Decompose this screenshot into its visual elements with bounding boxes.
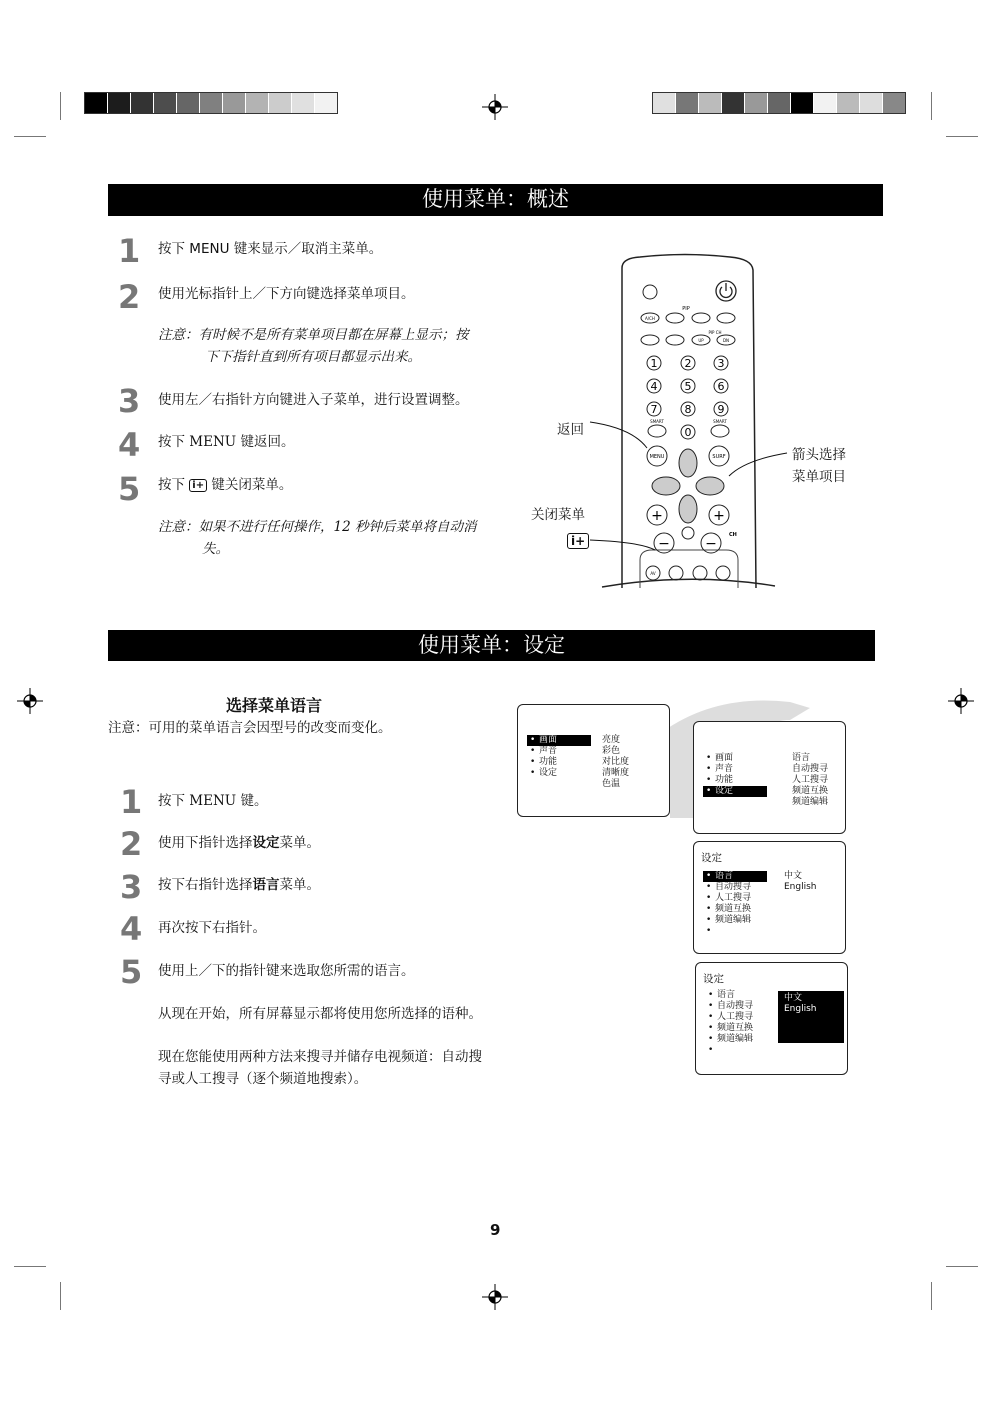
osd-item: • 声音 <box>527 746 591 757</box>
osd-item: • 人工搜寻 <box>705 1012 769 1023</box>
osd-item: • 自动搜寻 <box>703 882 767 893</box>
osd-item: • 功能 <box>527 757 591 768</box>
svg-text:DN: DN <box>722 338 730 343</box>
step-number: 3 <box>118 382 141 420</box>
color-strip-right <box>652 92 906 114</box>
svg-text:SMART: SMART <box>650 419 664 424</box>
osd-subitem: 对比度 <box>602 757 630 767</box>
pip-label: PIP <box>682 306 690 312</box>
svg-text:UP: UP <box>698 338 704 343</box>
step-number: 2 <box>120 825 143 863</box>
osd-subitem: 亮度 <box>602 735 621 745</box>
svg-text:−: − <box>658 536 670 552</box>
svg-text:PIP CH: PIP CH <box>708 330 722 335</box>
osd-subitem: 语言 <box>792 753 811 763</box>
osd-item: • 语言 <box>705 990 769 1001</box>
info-plus-icon: i+ <box>567 531 589 550</box>
remote-control <box>540 250 790 605</box>
step-text: 使用光标指针上／下方向键选择菜单项目。 <box>158 286 415 302</box>
crop-mark <box>946 136 978 137</box>
crop-mark <box>14 1266 46 1267</box>
step-number: 1 <box>120 783 143 821</box>
crop-mark <box>14 136 46 137</box>
svg-text:2: 2 <box>684 357 692 370</box>
osd-subitem: 人工搜寻 <box>792 775 829 785</box>
section-title-overview: 使用菜单：概述 <box>108 184 883 216</box>
osd-subitem: 色温 <box>602 779 621 789</box>
osd-subitem: English <box>784 1004 817 1014</box>
registration-mark-icon <box>482 94 508 120</box>
osd-item: • 频道互换 <box>705 1023 769 1034</box>
osd-item-selected: • 画面 <box>527 735 591 746</box>
step-number: 5 <box>118 470 141 508</box>
osd-item <box>705 1045 769 1056</box>
osd-item: • 频道编辑 <box>703 915 767 926</box>
registration-mark-icon <box>948 688 974 714</box>
svg-text:9: 9 <box>717 403 725 416</box>
note-text: 注意：可用的菜单语言会因型号的改变而变化。 <box>108 720 392 736</box>
svg-text:AV: AV <box>650 571 656 576</box>
osd-item: • 设定 <box>527 768 591 779</box>
subheading-menu-language: 选择菜单语言 <box>226 696 323 715</box>
step-number: 2 <box>118 278 141 316</box>
osd-screen-setup-select <box>693 721 846 834</box>
step-text: 使用下指针选择设定菜单。 <box>158 835 320 851</box>
svg-text:8: 8 <box>684 403 692 416</box>
step-text: 按下 MENU 键返回。 <box>158 434 295 450</box>
svg-text:1: 1 <box>650 357 658 370</box>
osd-item: • 声音 <box>703 764 767 775</box>
svg-text:+: + <box>651 508 663 524</box>
note-text: 注意：有时候不是所有菜单项目都在屏幕上显示；按 下下指针直到所有项目都显示出来。 <box>158 327 469 365</box>
step-number: 5 <box>120 953 143 991</box>
osd-item-selected: • 设定 <box>703 786 767 797</box>
svg-text:6: 6 <box>717 380 725 393</box>
step-text: 按下 MENU 键来显示／取消主菜单。 <box>158 241 383 257</box>
registration-mark-icon <box>482 1284 508 1310</box>
svg-text:0: 0 <box>684 426 692 439</box>
info-plus-icon: i+ <box>189 479 207 492</box>
svg-text:A/CH: A/CH <box>645 316 655 321</box>
svg-text:SURF: SURF <box>712 454 726 460</box>
label-close-menu: 关闭菜单 <box>531 507 585 523</box>
osd-screen-language-select <box>693 841 846 954</box>
osd-subitem: 中文 <box>784 871 803 881</box>
osd-language-panel <box>778 991 844 1043</box>
label-return: 返回 <box>557 422 584 438</box>
crop-mark <box>60 92 61 120</box>
step-number: 4 <box>120 910 143 948</box>
color-strip-left <box>84 92 338 114</box>
svg-text:+: + <box>713 508 725 524</box>
osd-item: • 人工搜寻 <box>703 893 767 904</box>
registration-mark-icon <box>17 688 43 714</box>
osd-item: • 功能 <box>703 775 767 786</box>
step-text: 按下 i+ 键关闭菜单。 <box>158 477 293 493</box>
section-title-setup: 使用菜单：设定 <box>108 630 875 661</box>
osd-screen-language-active <box>695 962 848 1075</box>
svg-text:3: 3 <box>717 357 725 370</box>
svg-text:SMART: SMART <box>713 419 727 424</box>
step-text: 按下右指针选择语言菜单。 <box>158 877 320 893</box>
osd-item: • 频道编辑 <box>705 1034 769 1045</box>
crop-mark <box>931 1282 932 1310</box>
osd-item: • 频道互换 <box>703 904 767 915</box>
osd-subitem: 自动搜寻 <box>792 764 829 774</box>
step-text: 再次按下右指针。 <box>158 920 266 936</box>
osd-item: • 画面 <box>703 753 767 764</box>
osd-subitem: English <box>784 882 817 892</box>
step-number: 4 <box>118 426 141 464</box>
crop-mark <box>946 1266 978 1267</box>
svg-text:CH: CH <box>729 532 737 538</box>
osd-subitem: 频道编辑 <box>792 797 829 807</box>
page-number: 9 <box>490 1221 501 1239</box>
note-text: 注意：如果不进行任何操作，12 秒钟后菜单将自动消 失。 <box>158 519 477 557</box>
step-text: 按下 MENU 键。 <box>158 793 268 809</box>
svg-text:4: 4 <box>650 380 658 393</box>
osd-title: 设定 <box>701 852 722 864</box>
osd-item-selected: • 语言 <box>703 871 767 882</box>
osd-subitem: 中文 <box>784 993 803 1003</box>
osd-subitem: 彩色 <box>602 746 621 756</box>
osd-title: 设定 <box>703 973 724 985</box>
svg-text:5: 5 <box>684 380 692 393</box>
osd-subitem: 清晰度 <box>602 768 630 778</box>
crop-mark <box>931 92 932 120</box>
step-number: 1 <box>118 232 141 270</box>
svg-text:7: 7 <box>650 403 658 416</box>
step-text: 使用上／下的指针键来选取您所需的语言。 <box>158 963 415 979</box>
osd-item: • 自动搜寻 <box>705 1001 769 1012</box>
svg-text:−: − <box>705 536 717 552</box>
label-arrow-select: 箭头选择 菜单项目 <box>792 447 846 485</box>
osd-subitem: 频道互换 <box>792 786 829 796</box>
step-number: 3 <box>120 868 143 906</box>
step-text: 使用左／右指针方向键进入子菜单，进行设置调整。 <box>158 392 469 408</box>
osd-screen-main-menu <box>517 704 670 817</box>
paragraph: 从现在开始，所有屏幕显示都将使用您所选择的语种。 <box>158 1006 482 1022</box>
paragraph: 现在您能使用两种方法来搜寻并储存电视频道：自动搜 寻或人工搜寻（逐个频道地搜索）。 <box>158 1049 482 1087</box>
svg-text:MENU: MENU <box>649 454 665 460</box>
osd-item <box>703 926 767 937</box>
crop-mark <box>60 1282 61 1310</box>
